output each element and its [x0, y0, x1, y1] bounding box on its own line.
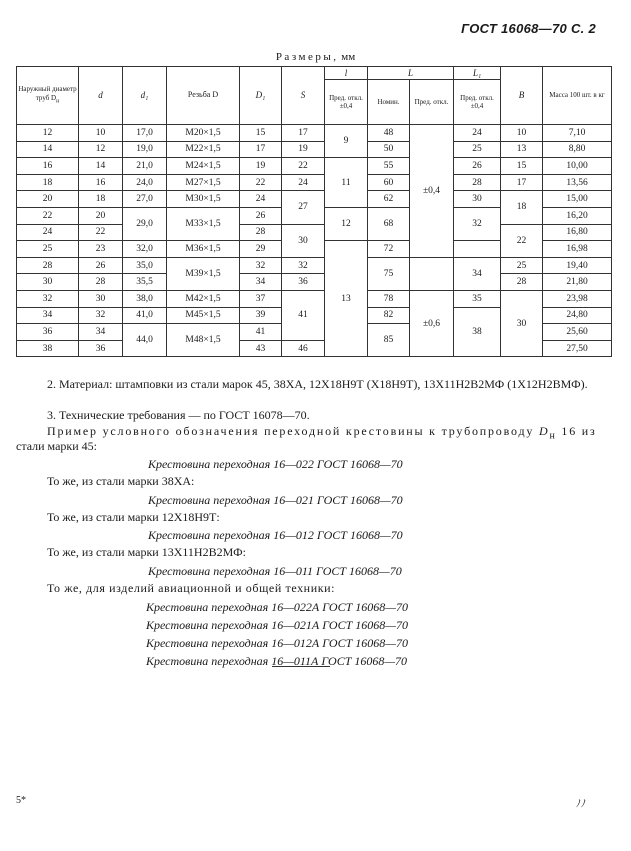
- cell-mass: 27,50: [543, 340, 612, 357]
- cell-l: 9: [325, 125, 368, 158]
- cell-d: 34: [79, 324, 123, 341]
- cell-dn: 22: [17, 207, 79, 224]
- paragraph-requirements: 3. Технические требования — по ГОСТ 16078—70.: [47, 408, 310, 422]
- col-L-header: L: [368, 67, 454, 80]
- cell-d: 23: [79, 241, 123, 258]
- cell-thread: M45×1,5: [167, 307, 240, 324]
- cell-L: 48: [368, 125, 410, 142]
- cell-D1: 26: [240, 207, 282, 224]
- cell-D1: 28: [240, 224, 282, 241]
- cell-dn: 20: [17, 191, 79, 208]
- cell-L-dev: ±0,4: [410, 125, 454, 258]
- table-row: [17, 257, 612, 274]
- designation-example: Крестовина переходная 16—012 ГОСТ 16068—70: [148, 528, 403, 542]
- cell-mass: 23,98: [543, 290, 612, 307]
- cell-d: 32: [79, 307, 123, 324]
- cell-dn: 16: [17, 158, 79, 175]
- cell-L1: 24: [454, 125, 501, 142]
- cell-S: 19: [282, 141, 325, 158]
- cell-L-dev: ±0,6: [410, 290, 454, 356]
- cell-d1: 29,0: [123, 207, 167, 240]
- table-row: [17, 224, 612, 241]
- cell-L1: [454, 241, 501, 258]
- cell-d1: 35,5: [123, 274, 167, 291]
- cell-mass: 10,00: [543, 158, 612, 175]
- cell-d: 10: [79, 125, 123, 142]
- cell-d: 36: [79, 340, 123, 357]
- cell-D1: 29: [240, 241, 282, 258]
- caption-label: Размеры,: [275, 51, 339, 63]
- cell-mass: 19,40: [543, 257, 612, 274]
- cell-d1: 32,0: [123, 241, 167, 258]
- designation-example: Крестовина переходная 16—011А ГОСТ 16068—70: [146, 654, 408, 668]
- cell-d1: 41,0: [123, 307, 167, 324]
- cell-d1: 27,0: [123, 191, 167, 208]
- footer-left: 5*: [16, 795, 26, 806]
- cell-thread: M36×1,5: [167, 241, 240, 258]
- col-l-dev-header: Пред. откл. ±0,4: [325, 80, 368, 125]
- cell-thread: M27×1,5: [167, 174, 240, 191]
- section-divider: [272, 666, 330, 667]
- col-L-dev-header: Пред. откл.: [410, 80, 454, 125]
- cell-L1: 34: [454, 257, 501, 290]
- table-row: [17, 290, 612, 307]
- col-L1-dev-header: Пред. откл. ±0,4: [454, 80, 501, 125]
- cell-d: 22: [79, 224, 123, 241]
- cell-L: 50: [368, 141, 410, 158]
- cell-d: 20: [79, 207, 123, 224]
- cell-D1: 15: [240, 125, 282, 142]
- cell-S: 32: [282, 257, 325, 274]
- cell-S: 36: [282, 274, 325, 291]
- cell-L1: 38: [454, 307, 501, 357]
- cell-d: 14: [79, 158, 123, 175]
- dimensions-table: [16, 66, 612, 357]
- cell-thread: M24×1,5: [167, 158, 240, 175]
- cell-B: 18: [501, 191, 543, 224]
- cell-D1: 24: [240, 191, 282, 208]
- cell-D1: 17: [240, 141, 282, 158]
- col-dn-header: Наружный диаметр труб $D_н$: [17, 67, 79, 125]
- cell-mass: 21,80: [543, 274, 612, 291]
- cell-mass: 16,20: [543, 207, 612, 224]
- cell-L1: 30: [454, 191, 501, 208]
- cell-d: 12: [79, 141, 123, 158]
- cell-mass: 15,00: [543, 191, 612, 208]
- cell-D1: 34: [240, 274, 282, 291]
- designation-example: Крестовина переходная 16—021 ГОСТ 16068—70: [148, 493, 403, 507]
- cell-mass: 8,80: [543, 141, 612, 158]
- cell-L: 62: [368, 191, 410, 208]
- cell-thread: M20×1,5: [167, 125, 240, 142]
- cell-thread: M30×1,5: [167, 191, 240, 208]
- table-row: [17, 125, 612, 142]
- cell-d: 26: [79, 257, 123, 274]
- cell-S: 41: [282, 290, 325, 340]
- cell-L1: 28: [454, 174, 501, 191]
- cell-B: 13: [501, 141, 543, 158]
- col-l-header: l: [325, 67, 368, 80]
- cell-S: 27: [282, 191, 325, 224]
- col-D1-header: D₁: [240, 67, 282, 125]
- col-d1-header: d₁: [123, 67, 167, 125]
- table-caption: [0, 51, 631, 63]
- cell-L: 75: [368, 257, 410, 290]
- cell-B: 30: [501, 290, 543, 356]
- paragraph-same: То же, из стали марки 12Х18Н9Т:: [47, 510, 220, 524]
- table-row: [17, 174, 612, 191]
- cell-dn: 18: [17, 174, 79, 191]
- cell-l: 13: [325, 241, 368, 357]
- cell-S: 17: [282, 125, 325, 142]
- cell-d1: 35,0: [123, 257, 167, 274]
- footer-right: ﾉﾉ: [576, 799, 586, 810]
- cell-d1: 44,0: [123, 324, 167, 357]
- paragraph-same: То же, из стали марки 13Х11Н2В2МФ:: [47, 545, 246, 559]
- cell-dn: 30: [17, 274, 79, 291]
- cell-thread: M42×1,5: [167, 290, 240, 307]
- cell-B: 25: [501, 257, 543, 274]
- cell-dn: 32: [17, 290, 79, 307]
- cell-l: 11: [325, 158, 368, 208]
- paragraph-example-intro: Пример условного обозначения переходной крестовины к трубопроводу $D_н$ 16 из: [47, 424, 597, 442]
- cell-B: 10: [501, 125, 543, 142]
- col-S-header: S: [282, 67, 325, 125]
- cell-d: 28: [79, 274, 123, 291]
- cell-d1: 17,0: [123, 125, 167, 142]
- cell-L-dev: [410, 257, 454, 290]
- table-row: [17, 274, 612, 291]
- cell-dn: 38: [17, 340, 79, 357]
- cell-D1: 22: [240, 174, 282, 191]
- cell-D1: 32: [240, 257, 282, 274]
- cell-B: 28: [501, 274, 543, 291]
- cell-D1: 43: [240, 340, 282, 357]
- cell-L: 55: [368, 158, 410, 175]
- col-mass-header: Масса 100 шт. в кг: [543, 67, 612, 125]
- col-L-nom-header: Номин.: [368, 80, 410, 125]
- cell-dn: 14: [17, 141, 79, 158]
- cell-dn: 12: [17, 125, 79, 142]
- cell-B: 17: [501, 174, 543, 191]
- cell-mass: 16,80: [543, 224, 612, 241]
- cell-dn: 28: [17, 257, 79, 274]
- cell-mass: 16,98: [543, 241, 612, 258]
- col-thread-header: Резьба D: [167, 67, 240, 125]
- col-B-header: B: [501, 67, 543, 125]
- designation-example: Крестовина переходная 16—011 ГОСТ 16068—70: [148, 564, 402, 578]
- cell-L1: 25: [454, 141, 501, 158]
- cell-dn: 36: [17, 324, 79, 341]
- page-header: ГОСТ 16068—70 С. 2: [461, 21, 596, 36]
- cell-d1: 21,0: [123, 158, 167, 175]
- cell-d1: 24,0: [123, 174, 167, 191]
- cell-thread: M33×1,5: [167, 207, 240, 240]
- caption-unit: мм: [341, 51, 356, 63]
- cell-thread: M22×1,5: [167, 141, 240, 158]
- cell-mass: 7,10: [543, 125, 612, 142]
- paragraph-same: То же, для изделий авиационной и общей техники:: [47, 581, 336, 595]
- cell-S: 46: [282, 340, 325, 357]
- cell-L: 82: [368, 307, 410, 324]
- cell-D1: 39: [240, 307, 282, 324]
- paragraph-example-steel: стали марки 45:: [16, 439, 97, 453]
- cell-L1: 26: [454, 158, 501, 175]
- cell-L1: 35: [454, 290, 501, 307]
- cell-thread: M48×1,5: [167, 324, 240, 357]
- cell-dn: 24: [17, 224, 79, 241]
- cell-mass: 13,56: [543, 174, 612, 191]
- cell-d: 16: [79, 174, 123, 191]
- cell-d: 30: [79, 290, 123, 307]
- cell-mass: 24,80: [543, 307, 612, 324]
- cell-dn: 34: [17, 307, 79, 324]
- designation-example: Крестовина переходная 16—022А ГОСТ 16068—70: [146, 600, 408, 614]
- cell-D1: 37: [240, 290, 282, 307]
- col-L1-header: L₁: [454, 67, 501, 80]
- paragraph-same: То же, из стали марки 38ХА:: [47, 474, 195, 488]
- cell-mass: 25,60: [543, 324, 612, 341]
- cell-B: 15: [501, 158, 543, 175]
- designation-example: Крестовина переходная 16—012А ГОСТ 16068—70: [146, 636, 408, 650]
- cell-S: 24: [282, 174, 325, 191]
- cell-D1: 19: [240, 158, 282, 175]
- cell-L: 72: [368, 241, 410, 258]
- cell-L: 85: [368, 324, 410, 357]
- cell-L1: 32: [454, 207, 501, 240]
- cell-thread: M39×1,5: [167, 257, 240, 290]
- table-row: [17, 158, 612, 175]
- cell-B: 22: [501, 224, 543, 257]
- cell-d: 18: [79, 191, 123, 208]
- table-row: [17, 191, 612, 208]
- cell-S: 22: [282, 158, 325, 175]
- cell-D1: 41: [240, 324, 282, 341]
- paragraph-material: 2. Материал: штамповки из стали марок 45, 38ХА, 12Х18Н9Т (Х18Н9Т), 13Х11Н2В2МФ (1Х12Н2ВМФ).: [47, 377, 588, 391]
- designation-example: Крестовина переходная 16—021А ГОСТ 16068—70: [146, 618, 408, 632]
- cell-l: 12: [325, 207, 368, 240]
- cell-L: 68: [368, 207, 410, 240]
- table-row: [17, 141, 612, 158]
- cell-dn: 25: [17, 241, 79, 258]
- cell-d1: 38,0: [123, 290, 167, 307]
- col-d-header: d: [79, 67, 123, 125]
- cell-L: 78: [368, 290, 410, 307]
- cell-d1: 19,0: [123, 141, 167, 158]
- designation-example: Крестовина переходная 16—022 ГОСТ 16068—70: [148, 457, 403, 471]
- cell-L: 60: [368, 174, 410, 191]
- cell-S: 30: [282, 224, 325, 257]
